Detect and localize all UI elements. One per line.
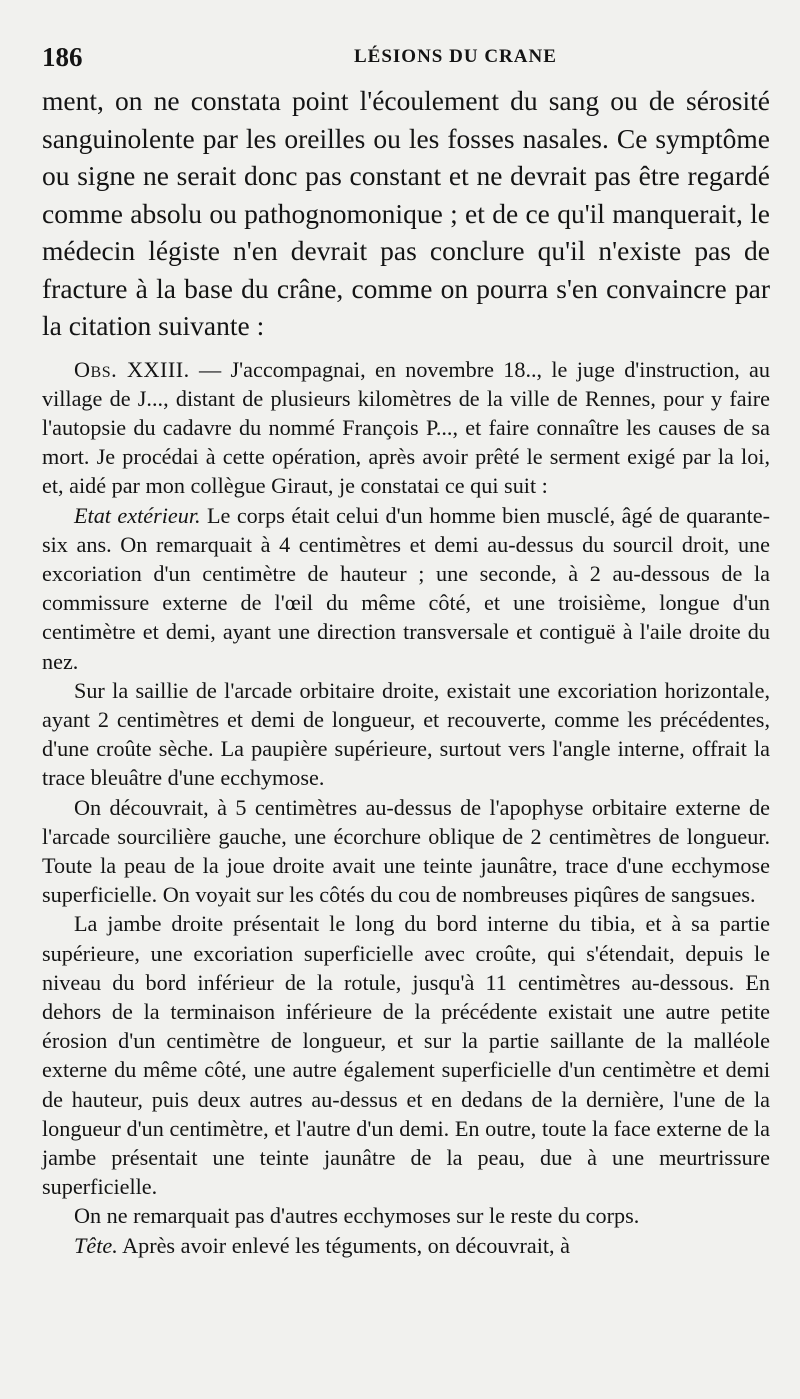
head-paragraph — [42, 1231, 770, 1260]
paragraph-orbit: Sur la saillie de l'arcade orbitaire droite, existait une excoriation horizontale, ayant 2 centimètres et demi de longueur, et recouverte, comme les précédentes, d'une croûte sèche. La paupière supérieure, surtout vers l'angle interne, offrait la trace bleuâtre d'une ecchymose. — [42, 677, 770, 791]
running-title: LÉSIONS DU CRANE — [354, 46, 557, 67]
observation-first-text: — J'accompagnai, en novembre 18.., le juge d'instruction, au village de J..., distant de plusieurs kilomètres de la ville de Rennes, pour y faire l'autopsie du cadavre du nommé François P..., et faire connaître les causes de sa mort. Je procédai à cette opération, après avoir prêté le serment exigé par la loi, et, aidé par mon collègue Giraut, je constatai ce qui suit : — [42, 356, 770, 499]
paragraph-cheek: On découvrait, à 5 centimètres au-dessus de l'apophyse orbitaire externe de l'arcade sourcilière gauche, une écorchure oblique de 2 centimètres de longueur. Toute la peau de la joue droite avait une teinte jaunâtre, trace d'une ecchymose superficielle. On voyait sur les côtés du cou de nombreuses piqûres de sangsues. — [42, 794, 770, 908]
head-heading: Tête. — [74, 1232, 118, 1258]
observation-first-paragraph — [42, 355, 770, 501]
exterior-text: Le corps était celui d'un homme bien musclé, âgé de quarante-six ans. On remarquait à 4 centimètres et demi au-dessus du sourcil droit, une excoriation d'un centimètre de hauteur ; une seconde, à 2 au-dessous de la commissure externe de l'œil du même côté, et une troisième, longue d'un centimètre et demi, ayant une direction transversale et contiguë à l'aile droite du nez. — [42, 502, 770, 674]
exterior-paragraph — [42, 501, 770, 676]
page-header — [42, 42, 770, 82]
intro-paragraph: ment, on ne constata point l'écoulement du sang ou de sérosité sanguinolente par les oreilles ou les fosses nasales. Ce symptôme ou signe ne serait donc pas constant et ne devrait pas être regardé comme absolu ou pathognomonique ; et de ce qu'il manquerait, le médecin légiste n'en devrait pas conclure qu'il n'existe pas de fracture à la base du crâne, comme on pourra s'en convaincre par la citation suivante : — [42, 85, 770, 341]
observation-block — [42, 355, 770, 1260]
observation-label: Obs. XXIII. — [74, 356, 190, 382]
paragraph-leg: La jambe droite présentait le long du bord interne du tibia, et à sa partie supérieure, une excoriation superficielle avec croûte, qui s'étendait, depuis le niveau du bord inférieur de la rotule, jusqu'à 11 centimètres au-dessous. En dehors de la terminaison inférieure de la précédente existait une autre petite érosion d'un centimètre de longueur, et sur la partie saillante de la malléole externe du même côté, une autre également superficielle d'un centimètre et demi de hauteur, puis deux autres au-dessus et en dedans de la dernière, l'une de la longueur d'un centimètre, et l'autre d'un demi. En outre, toute la face externe de la jambe présentait une teinte jaunâtre de la peau, due à une meurtrissure superficielle. — [42, 911, 770, 1200]
exterior-heading: Etat extérieur. — [74, 502, 201, 528]
head-text: Après avoir enlevé les téguments, on découvrait, à — [117, 1232, 570, 1258]
paragraph-no-other: On ne remarquait pas d'autres ecchymoses sur le reste du corps. — [74, 1203, 640, 1229]
page-number: 186 — [42, 42, 83, 72]
